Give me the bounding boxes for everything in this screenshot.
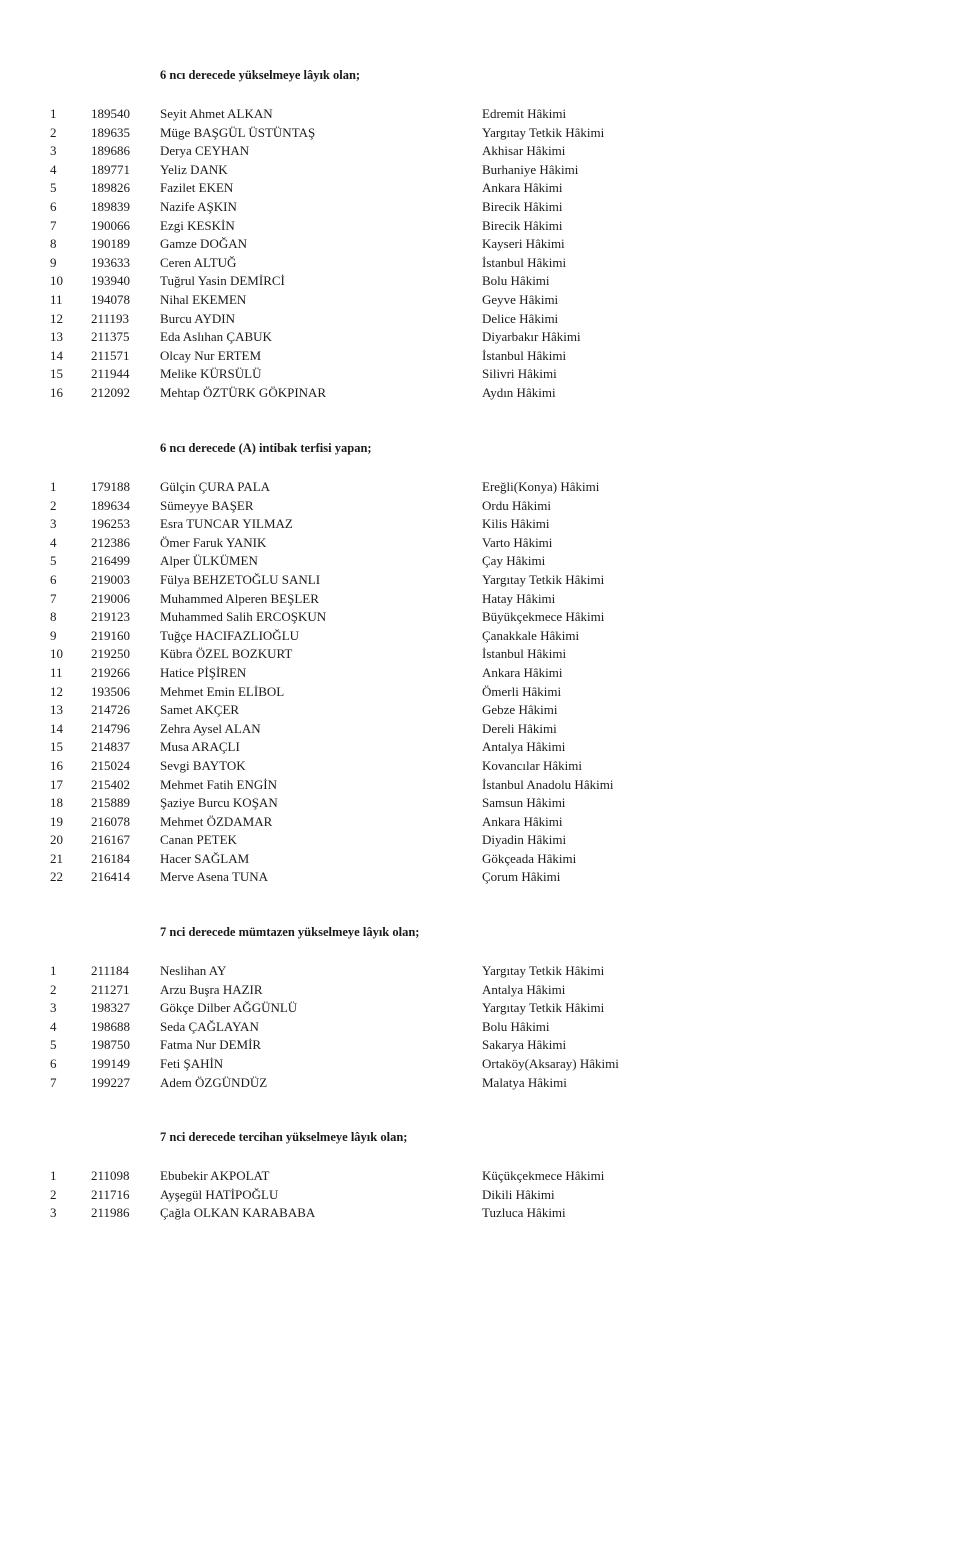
duty-station: Ordu Hâkimi	[482, 497, 551, 513]
person-name: Alper ÜLKÜMEN	[160, 553, 258, 569]
duty-station: Ereğli(Konya) Hâkimi	[482, 479, 600, 494]
person-name: Muhammed Salih ERCOŞKUN	[160, 609, 327, 625]
registry-number: 211944	[91, 366, 130, 382]
list-item	[0, 981, 960, 1000]
list-item	[0, 198, 960, 217]
list-item	[0, 1074, 960, 1093]
row-number: 17	[50, 776, 63, 792]
row-number: 2	[50, 497, 57, 513]
list-item	[0, 179, 960, 198]
duty-station: Büyükçekmece Hâkimi	[482, 609, 605, 625]
list-item	[0, 1055, 960, 1074]
registry-number: 179188	[91, 479, 130, 494]
person-name: Sevgi BAYTOK	[160, 757, 246, 773]
person-name: Gökçe Dilber AĞGÜNLÜ	[160, 1000, 298, 1016]
row-number: 5	[50, 180, 57, 196]
list-item	[0, 868, 960, 887]
list-item	[0, 794, 960, 813]
person-list	[0, 962, 960, 1092]
person-name: Nihal EKEMEN	[160, 291, 247, 307]
person-name: Seda ÇAĞLAYAN	[160, 1018, 259, 1034]
person-name: Zehra Aysel ALAN	[160, 720, 261, 736]
row-number: 7	[50, 217, 57, 233]
duty-station: Antalya Hâkimi	[482, 739, 566, 755]
list-item	[0, 831, 960, 850]
duty-station: Ankara Hâkimi	[482, 664, 563, 680]
duty-station: Küçükçekmece Hâkimi	[482, 1168, 605, 1183]
row-number: 10	[50, 646, 63, 662]
list-item	[0, 1036, 960, 1055]
duty-station: Akhisar Hâkimi	[482, 143, 566, 159]
list-item	[0, 105, 960, 124]
duty-station: Delice Hâkimi	[482, 310, 559, 326]
row-number: 12	[50, 683, 63, 699]
row-number: 5	[50, 1037, 57, 1053]
person-name: Şaziye Burcu KOŞAN	[160, 795, 278, 811]
row-number: 20	[50, 832, 63, 848]
person-name: Ömer Faruk YANIK	[160, 534, 267, 550]
registry-number: 189686	[91, 143, 130, 159]
registry-number: 219006	[91, 590, 130, 606]
row-number: 14	[50, 720, 63, 736]
registry-number: 211184	[91, 963, 130, 978]
row-number: 1	[50, 479, 57, 494]
registry-number: 198327	[91, 1000, 130, 1016]
person-name: Ezgi KESKİN	[160, 217, 235, 233]
registry-number: 193633	[91, 254, 130, 270]
duty-station: Ankara Hâkimi	[482, 813, 563, 829]
duty-station: Antalya Hâkimi	[482, 981, 566, 997]
row-number: 9	[50, 627, 57, 643]
list-item	[0, 254, 960, 273]
duty-station: Çorum Hâkimi	[482, 869, 561, 885]
row-number: 11	[50, 664, 63, 680]
list-item	[0, 664, 960, 683]
person-name: Adem ÖZGÜNDÜZ	[160, 1074, 268, 1090]
registry-number: 212092	[91, 384, 130, 400]
duty-station: Samsun Hâkimi	[482, 795, 566, 811]
registry-number: 214796	[91, 720, 130, 736]
person-name: Mehmet Fatih ENGİN	[160, 776, 277, 792]
duty-station: Kovancılar Hâkimi	[482, 757, 582, 773]
person-name: Mehmet Emin ELİBOL	[160, 683, 285, 699]
list-item	[0, 738, 960, 757]
registry-number: 212386	[91, 534, 130, 550]
registry-number: 189634	[91, 497, 130, 513]
list-item	[0, 347, 960, 366]
row-number: 11	[50, 291, 63, 307]
list-item	[0, 272, 960, 291]
registry-number: 214726	[91, 702, 130, 718]
registry-number: 219266	[91, 664, 130, 680]
row-number: 10	[50, 273, 63, 289]
section-title: 7 nci derecede tercihan yükselmeye lâyık olan;	[160, 1130, 408, 1144]
row-number: 1	[50, 963, 57, 978]
registry-number: 219250	[91, 646, 130, 662]
person-name: Musa ARAÇLI	[160, 739, 240, 755]
duty-station: İstanbul Hâkimi	[482, 646, 567, 662]
person-name: Fatma Nur DEMİR	[160, 1037, 262, 1053]
person-name: Fazilet EKEN	[160, 180, 234, 196]
section-title: 6 ncı derecede yükselmeye lâyık olan;	[160, 68, 361, 82]
row-number: 9	[50, 254, 57, 270]
duty-station: Burhaniye Hâkimi	[482, 161, 579, 177]
registry-number: 198688	[91, 1018, 130, 1034]
duty-station: Varto Hâkimi	[482, 534, 553, 550]
person-name: Mehtap ÖZTÜRK GÖKPINAR	[160, 384, 327, 400]
duty-station: Yargıtay Tetkik Hâkimi	[482, 571, 605, 587]
registry-number: 190066	[91, 217, 130, 233]
person-name: Nazife AŞKIN	[160, 198, 237, 214]
duty-station: Bolu Hâkimi	[482, 1018, 550, 1034]
duty-station: Gökçeada Hâkimi	[482, 850, 577, 866]
list-item	[0, 1204, 960, 1223]
section-title: 7 nci derecede mümtazen yükselmeye lâyık olan;	[160, 925, 420, 939]
person-name: Mehmet ÖZDAMAR	[160, 813, 273, 829]
row-number: 18	[50, 795, 63, 811]
duty-station: Dikili Hâkimi	[482, 1186, 555, 1202]
row-number: 21	[50, 850, 63, 866]
person-name: Ceren ALTUĞ	[160, 254, 237, 270]
list-item	[0, 813, 960, 832]
list-item	[0, 962, 960, 981]
registry-number: 219160	[91, 627, 130, 643]
registry-number: 189540	[91, 106, 130, 121]
list-item	[0, 999, 960, 1018]
list-item	[0, 235, 960, 254]
row-number: 3	[50, 1205, 57, 1221]
row-number: 4	[50, 534, 57, 550]
person-name: Kübra ÖZEL BOZKURT	[160, 646, 293, 662]
person-name: Derya CEYHAN	[160, 143, 250, 159]
list-item	[0, 757, 960, 776]
person-name: Seyit Ahmet ALKAN	[160, 106, 273, 121]
person-name: Tuğrul Yasin DEMİRCİ	[160, 273, 285, 289]
person-name: Fülya BEHZETOĞLU SANLI	[160, 571, 321, 587]
person-list	[0, 105, 960, 403]
duty-station: Aydın Hâkimi	[482, 384, 556, 400]
registry-number: 211271	[91, 981, 130, 997]
row-number: 13	[50, 702, 63, 718]
registry-number: 216414	[91, 869, 130, 885]
duty-station: Sakarya Hâkimi	[482, 1037, 567, 1053]
duty-station: Çanakkale Hâkimi	[482, 627, 580, 643]
duty-station: Kilis Hâkimi	[482, 516, 550, 532]
duty-station: Ömerli Hâkimi	[482, 683, 562, 699]
person-name: Hatice PİŞİREN	[160, 664, 247, 680]
row-number: 14	[50, 347, 63, 363]
duty-station: Diyarbakır Hâkimi	[482, 329, 581, 345]
row-number: 3	[50, 516, 57, 532]
registry-number: 214837	[91, 739, 130, 755]
list-item	[0, 478, 960, 497]
row-number: 19	[50, 813, 63, 829]
duty-station: Kayseri Hâkimi	[482, 236, 565, 252]
person-name: Yeliz DANK	[160, 161, 228, 177]
list-item	[0, 776, 960, 795]
row-number: 4	[50, 1018, 57, 1034]
registry-number: 199149	[91, 1055, 130, 1071]
list-item	[0, 1167, 960, 1186]
duty-station: İstanbul Hâkimi	[482, 254, 567, 270]
row-number: 13	[50, 329, 63, 345]
person-name: Muhammed Alperen BEŞLER	[160, 590, 319, 606]
row-number: 2	[50, 981, 57, 997]
person-name: Burcu AYDIN	[160, 310, 235, 326]
list-item	[0, 701, 960, 720]
list-item	[0, 608, 960, 627]
person-name: Esra TUNCAR YILMAZ	[160, 516, 293, 532]
registry-number: 216078	[91, 813, 130, 829]
list-item	[0, 310, 960, 329]
list-item	[0, 161, 960, 180]
registry-number: 211571	[91, 347, 130, 363]
list-item	[0, 683, 960, 702]
list-item	[0, 384, 960, 403]
person-name: Hacer SAĞLAM	[160, 850, 250, 866]
duty-station: Yargıtay Tetkik Hâkimi	[482, 124, 605, 140]
list-item	[0, 142, 960, 161]
registry-number: 215402	[91, 776, 130, 792]
registry-number: 215024	[91, 757, 130, 773]
list-item	[0, 124, 960, 143]
row-number: 8	[50, 609, 57, 625]
row-number: 4	[50, 161, 57, 177]
row-number: 6	[50, 198, 57, 214]
row-number: 6	[50, 1055, 57, 1071]
duty-station: İstanbul Hâkimi	[482, 347, 567, 363]
registry-number: 211193	[91, 310, 130, 326]
list-item	[0, 1018, 960, 1037]
row-number: 5	[50, 553, 57, 569]
list-item	[0, 1186, 960, 1205]
person-name: Olcay Nur ERTEM	[160, 347, 262, 363]
list-item	[0, 291, 960, 310]
registry-number: 198750	[91, 1037, 130, 1053]
person-name: Tuğçe HACIFAZLIOĞLU	[160, 627, 300, 643]
list-item	[0, 217, 960, 236]
list-item	[0, 571, 960, 590]
registry-number: 196253	[91, 516, 130, 532]
registry-number: 199227	[91, 1074, 130, 1090]
list-item	[0, 720, 960, 739]
duty-station: Edremit Hâkimi	[482, 106, 567, 121]
duty-station: Yargıtay Tetkik Hâkimi	[482, 1000, 605, 1016]
duty-station: Hatay Hâkimi	[482, 590, 556, 606]
row-number: 12	[50, 310, 63, 326]
person-name: Gamze DOĞAN	[160, 236, 248, 252]
registry-number: 211986	[91, 1205, 130, 1221]
registry-number: 189826	[91, 180, 130, 196]
registry-number: 189839	[91, 198, 130, 214]
row-number: 16	[50, 384, 63, 400]
duty-station: Yargıtay Tetkik Hâkimi	[482, 963, 605, 978]
list-item	[0, 534, 960, 553]
row-number: 2	[50, 124, 57, 140]
list-item	[0, 590, 960, 609]
registry-number: 219123	[91, 609, 130, 625]
person-name: Merve Asena TUNA	[160, 869, 269, 885]
person-name: Ayşegül HATİPOĞLU	[160, 1186, 279, 1202]
row-number: 7	[50, 1074, 57, 1090]
registry-number: 216499	[91, 553, 130, 569]
duty-station: Silivri Hâkimi	[482, 366, 557, 382]
registry-number: 189771	[91, 161, 130, 177]
duty-station: Dereli Hâkimi	[482, 720, 557, 736]
person-list	[0, 1167, 960, 1223]
duty-station: Geyve Hâkimi	[482, 291, 559, 307]
list-item	[0, 515, 960, 534]
registry-number: 211375	[91, 329, 130, 345]
person-name: Müge BAŞGÜL ÜSTÜNTAŞ	[160, 124, 316, 140]
duty-station: Gebze Hâkimi	[482, 702, 558, 718]
row-number: 3	[50, 143, 57, 159]
section-title: 6 ncı derecede (A) intibak terfisi yapan;	[160, 441, 372, 455]
person-name: Çağla OLKAN KARABABA	[160, 1205, 316, 1221]
duty-station: Malatya Hâkimi	[482, 1074, 567, 1090]
row-number: 2	[50, 1186, 57, 1202]
row-number: 7	[50, 590, 57, 606]
list-item	[0, 627, 960, 646]
person-list	[0, 478, 960, 887]
registry-number: 216167	[91, 832, 130, 848]
person-name: Sümeyye BAŞER	[160, 497, 254, 513]
registry-number: 194078	[91, 291, 130, 307]
list-item	[0, 497, 960, 516]
duty-station: Birecik Hâkimi	[482, 217, 563, 233]
registry-number: 190189	[91, 236, 130, 252]
person-name: Samet AKÇER	[160, 702, 240, 718]
duty-station: İstanbul Anadolu Hâkimi	[482, 776, 614, 792]
duty-station: Diyadin Hâkimi	[482, 832, 567, 848]
person-name: Gülçin ÇURA PALA	[160, 479, 271, 494]
duty-station: Tuzluca Hâkimi	[482, 1205, 566, 1221]
row-number: 15	[50, 366, 63, 382]
registry-number: 215889	[91, 795, 130, 811]
duty-station: Ankara Hâkimi	[482, 180, 563, 196]
registry-number: 211716	[91, 1186, 130, 1202]
person-name: Ebubekir AKPOLAT	[160, 1168, 270, 1183]
duty-station: Ortaköy(Aksaray) Hâkimi	[482, 1055, 619, 1071]
duty-station: Birecik Hâkimi	[482, 198, 563, 214]
row-number: 15	[50, 739, 63, 755]
list-item	[0, 850, 960, 869]
person-name: Neslihan AY	[160, 963, 227, 978]
registry-number: 211098	[91, 1168, 130, 1183]
registry-number: 193506	[91, 683, 130, 699]
duty-station: Bolu Hâkimi	[482, 273, 550, 289]
row-number: 8	[50, 236, 57, 252]
row-number: 16	[50, 757, 63, 773]
person-name: Canan PETEK	[160, 832, 237, 848]
row-number: 22	[50, 869, 63, 885]
list-item	[0, 552, 960, 571]
person-name: Arzu Buşra HAZIR	[160, 981, 263, 997]
registry-number: 189635	[91, 124, 130, 140]
person-name: Feti ŞAHİN	[160, 1055, 224, 1071]
person-name: Eda Aslıhan ÇABUK	[160, 329, 272, 345]
row-number: 1	[50, 106, 57, 121]
list-item	[0, 328, 960, 347]
registry-number: 216184	[91, 850, 130, 866]
row-number: 1	[50, 1168, 57, 1183]
person-name: Melike KÜRSÜLÜ	[160, 366, 262, 382]
registry-number: 193940	[91, 273, 130, 289]
list-item	[0, 365, 960, 384]
row-number: 6	[50, 571, 57, 587]
list-item	[0, 645, 960, 664]
duty-station: Çay Hâkimi	[482, 553, 546, 569]
row-number: 3	[50, 1000, 57, 1016]
registry-number: 219003	[91, 571, 130, 587]
